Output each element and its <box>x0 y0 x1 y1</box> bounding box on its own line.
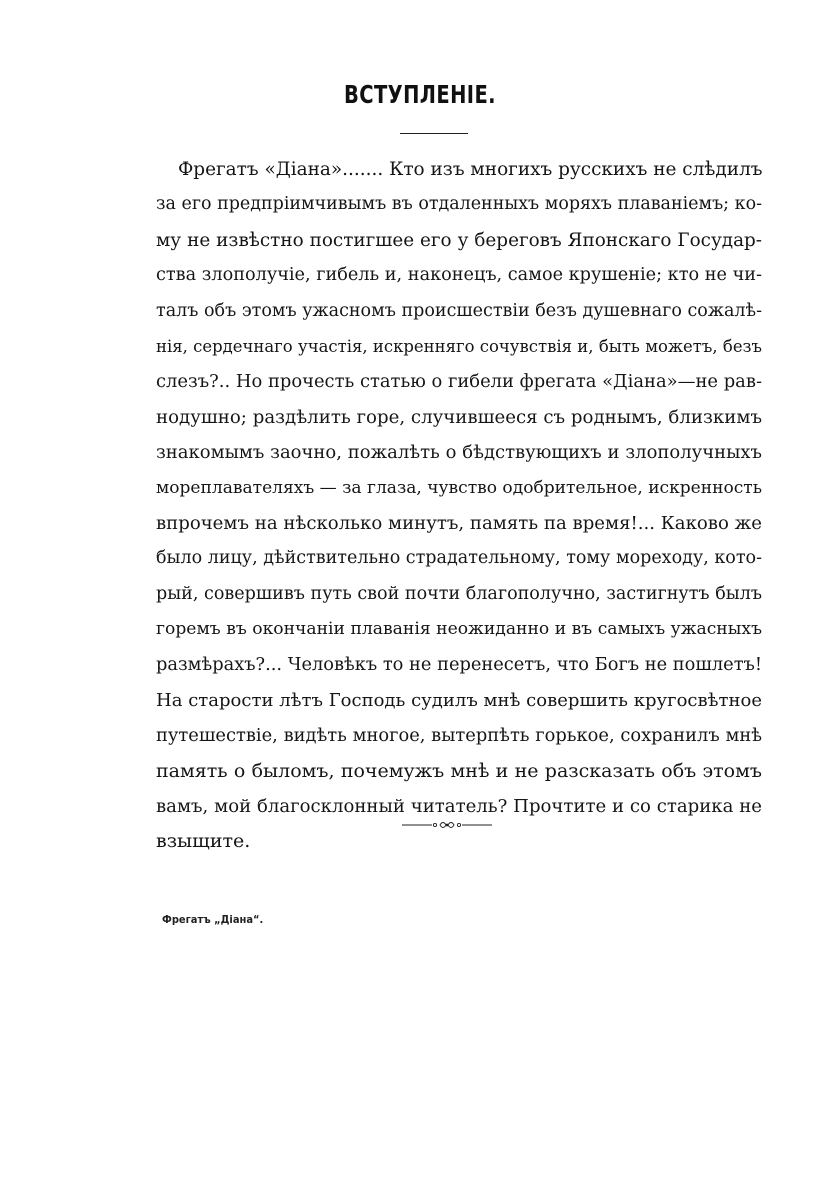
running-footer: Фрегатъ „Діана“. <box>162 913 264 926</box>
text-line: На старости лѣтъ Господь судилъ мнѣ совершить кругосвѣтное <box>156 689 762 711</box>
text-line: размѣрахъ?... Человѣкъ то не перенесетъ, что Богъ не пошлетъ! <box>156 654 762 676</box>
text-line: память о быломъ, почемужъ мнѣ и не разсказать объ этомъ <box>156 759 762 782</box>
text-line: слезъ?.. Но прочесть статью о гибели фрегата «Діана»—не рав- <box>156 371 762 393</box>
text-line: вамъ, мой благосклонный читатель? Прочтите и со старика не <box>156 796 762 818</box>
text-line: рый, совершивъ путь свой почти благополучно, застигнутъ былъ <box>156 583 762 604</box>
text-line: путешествіе, видѣть многое, вытерпѣть горькое, сохранилъ мнѣ <box>156 725 762 747</box>
title-rule <box>400 133 468 134</box>
text-line: му не извѣстно постигшее его у береговъ Японскаго Государ- <box>156 229 762 251</box>
text-line: знакомымъ заочно, пожалѣть о бѣдствующихъ и злополучныхъ <box>156 442 762 464</box>
chapter-title: ВСТУПЛЕНІЕ. <box>344 80 496 109</box>
text-line: мореплавателяхъ — за глаза, чувство одобрительное, искренность <box>156 477 762 498</box>
text-line: талъ объ этомъ ужасномъ происшествіи безъ душевнаго сожалѣ- <box>156 300 762 321</box>
text-line: было лицу, дѣйствительно страдательному, тому мореходу, кото- <box>156 548 762 569</box>
body-text <box>156 152 762 860</box>
text-line: взыщите. <box>156 830 251 853</box>
text-line: за его предпріимчивымъ въ отдаленныхъ моряхъ плаваніемъ; ко- <box>156 194 762 215</box>
text-line: Фрегатъ «Діана»....... Кто изъ многихъ русскихъ не слѣдилъ <box>178 159 763 180</box>
text-line: горемъ въ окончаніи плаванія неожиданно и въ самыхъ ужасныхъ <box>156 619 762 640</box>
text-line: впрочемъ на нѣсколько минутъ, память па время!... Каково же <box>156 512 762 534</box>
text-line: нодушно; раздѣлить горе, случившееся съ роднымъ, близкимъ <box>156 406 762 428</box>
ornament-divider-icon <box>402 818 492 832</box>
text-line: нія, сердечнаго участія, искренняго сочувствія и, быть можетъ, безъ <box>156 336 762 356</box>
text-line: ства злополучіе, гибель и, наконецъ, самое крушеніе; кто не чи- <box>156 265 762 286</box>
